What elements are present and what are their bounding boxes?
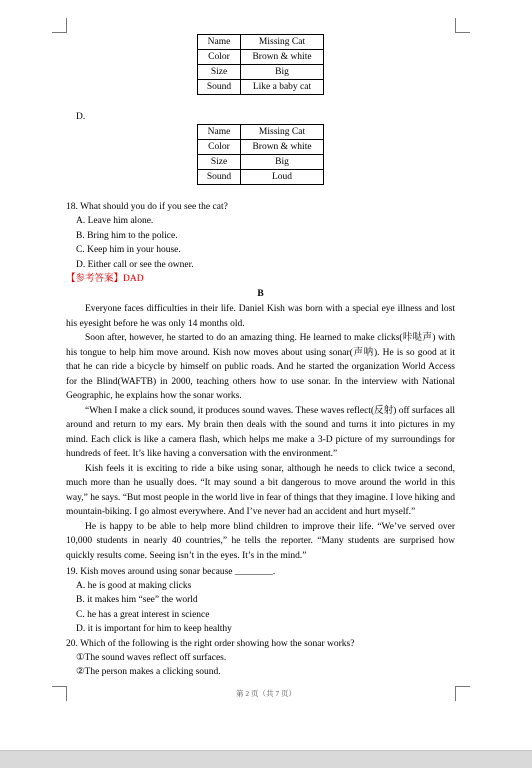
table-row: [198, 50, 324, 65]
table-cell: Sound: [198, 80, 241, 95]
table-row: [198, 35, 324, 50]
table-row: [198, 65, 324, 80]
table-cell: Like a baby cat: [241, 80, 324, 95]
question-19-option-b: B. it makes him “see” the world: [76, 595, 198, 605]
question-20-item-1: ①The sound waves reflect off surfaces.: [76, 653, 227, 663]
passage-paragraph: Everyone faces difficulties in their life. Daniel Kish was born with a special eye illness and lost his eyesight before he was only 14 months old.: [66, 304, 455, 329]
table-cell: Size: [198, 155, 241, 170]
option-c-table: [197, 34, 324, 95]
passage-paragraph: Kish feels it is exciting to ride a bike using sonar, although he needs to click twice a second, much more than he usually does. “It may sound a bit dangerous to move around the world in this way,” he says. “But most people in the world live in fear of things that they imagine. I love hiking and mountain-biking. I go almost everywhere. And I’ve never had an accident and hurt myself.”: [66, 463, 455, 517]
table-cell: Big: [241, 155, 324, 170]
passage-paragraph: Soon after, however, he started to do an amazing thing. He learned to make clicks(咔哒声) with his tongue to help him move around. Kish now moves about using sonar(声呐). He is so good at it that he can ride a bicycle by himself on public roads. And he started the organization World Access for the Blind(WAFTB) in 2000, teaching others how to use sonar. In the interview with National Geographic, he explains how the sonar works.: [66, 333, 455, 401]
table-cell: Name: [198, 35, 241, 50]
question-19-option-c: C. he has a great interest in science: [76, 610, 210, 620]
question-18-option-d: D. Either call or see the owner.: [76, 260, 194, 270]
option-d-label: D.: [76, 112, 86, 122]
question-19-option-a: A. he is good at making clicks: [76, 581, 192, 591]
passage-paragraph: He is happy to be able to help more blind children to improve their life. “We’ve served over 10,000 students in nearly 40 countries,” he tells the reporter. “Many students are surprised how quickly results come. Seeing isn’t in the eyes. It’s in the mind.”: [66, 521, 455, 561]
question-18-stem: 18. What should you do if you see the cat?: [66, 202, 228, 212]
table-row: [198, 140, 324, 155]
table-cell: Size: [198, 65, 241, 80]
table-cell: Sound: [198, 170, 241, 185]
option-d-table: [197, 124, 324, 185]
table-row: [198, 155, 324, 170]
table-cell: Missing Cat: [241, 35, 324, 50]
passage-paragraph: “When I make a click sound, it produces sound waves. These waves reflect(反射) off surfaces all around and return to my ears. My brain then deals with the sound and turns it into pictures in my mind. Each click is like a camera flash, which helps me make a 3-D picture of my surroundings for hundreds of feet. It’s like having a conversation with the environment.”: [66, 405, 455, 459]
table-cell: Big: [241, 65, 324, 80]
question-18-option-c: C. Keep him in your house.: [76, 245, 181, 255]
question-19-stem: 19. Kish moves around using sonar because ________.: [66, 567, 276, 577]
table-row: [198, 80, 324, 95]
table-cell: Color: [198, 140, 241, 155]
crop-mark-top-left: [52, 18, 67, 33]
question-20-stem: 20. Which of the following is the right order showing how the sonar works?: [66, 639, 355, 649]
section-heading: B: [257, 289, 264, 299]
table-cell: Brown & white: [241, 140, 324, 155]
answer-key: 【参考答案】DAD: [66, 274, 144, 284]
table-cell: Loud: [241, 170, 324, 185]
crop-mark-top-right: [455, 18, 470, 33]
reading-passage: [66, 302, 455, 563]
table-row: [198, 125, 324, 140]
table-cell: Missing Cat: [241, 125, 324, 140]
question-18-option-b: B. Bring him to the police.: [76, 231, 178, 241]
question-18-option-a: A. Leave him alone.: [76, 216, 154, 226]
table-cell: Name: [198, 125, 241, 140]
table-cell: Brown & white: [241, 50, 324, 65]
table-cell: Color: [198, 50, 241, 65]
question-19-option-d: D. it is important for him to keep healthy: [76, 624, 232, 634]
table-row: [198, 170, 324, 185]
viewer-bottom-bar: [0, 750, 532, 768]
page-footer: 第 2 页（共 7 页）: [236, 689, 296, 698]
question-20-item-2: ②The person makes a clicking sound.: [76, 667, 221, 677]
